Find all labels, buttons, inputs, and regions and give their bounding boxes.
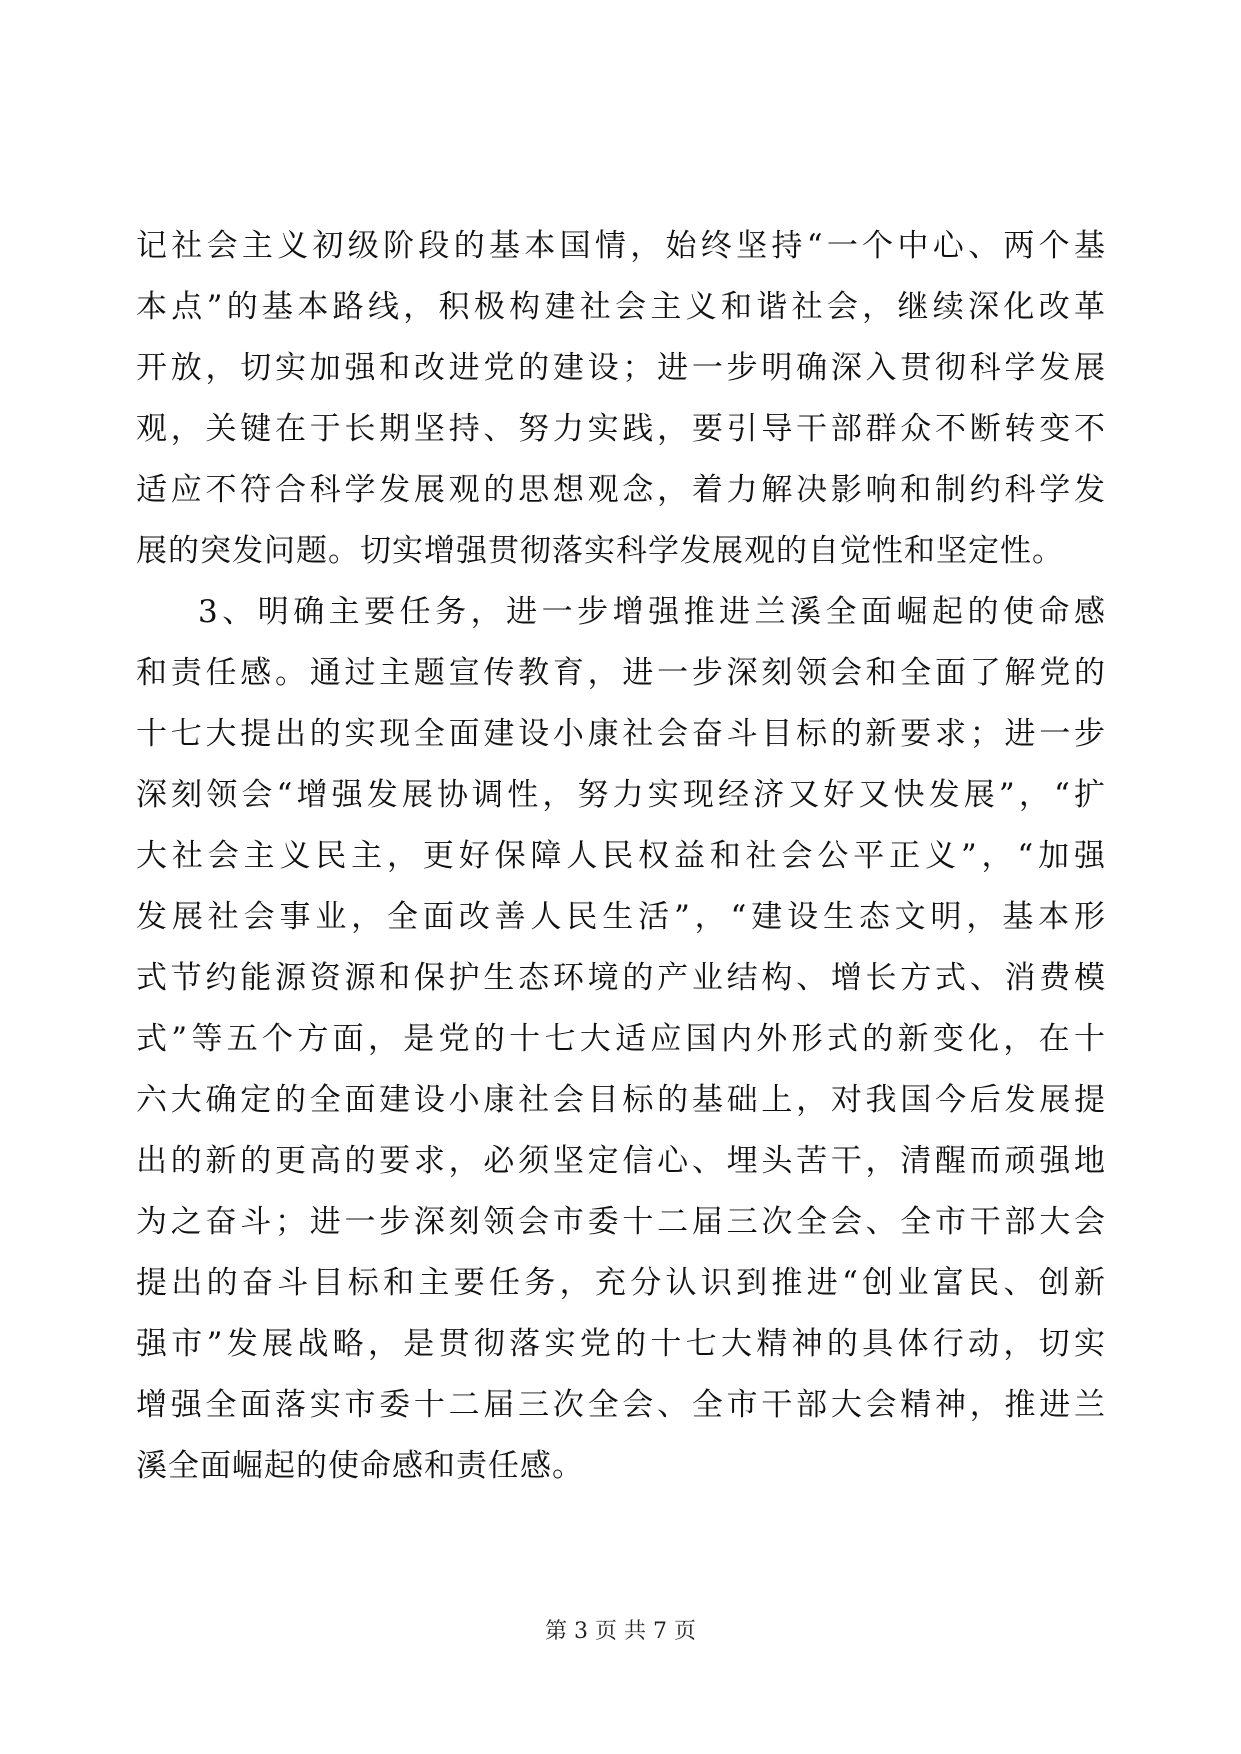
text-line: 观，关键在于长期坚持、努力实践，要引导干部群众不断转变不 xyxy=(136,411,1106,447)
text-line: 记社会主义初级阶段的基本国情，始终坚持“一个中心、两个基 xyxy=(136,228,1106,264)
text-line: 开放，切实加强和改进党的建设；进一步明确深入贯彻科学发展 xyxy=(136,350,1106,386)
text-line: 本点”的基本路线，积极构建社会主义和谐社会，继续深化改革 xyxy=(136,289,1106,325)
text-line: 溪全面崛起的使命感和责任感。 xyxy=(136,1448,584,1484)
text-line: 强市”发展战略，是贯彻落实党的十七大精神的具体行动，切实 xyxy=(136,1326,1106,1362)
text-line: 增强全面落实市委十二届三次全会、全市干部大会精神，推进兰 xyxy=(136,1387,1106,1423)
text-line: 提出的奋斗目标和主要任务，充分认识到推进“创业富民、创新 xyxy=(136,1265,1106,1301)
text-line: 深刻领会“增强发展协调性，努力实现经济又好又快发展”，“扩 xyxy=(136,777,1106,813)
text-line: 十七大提出的实现全面建设小康社会奋斗目标的新要求；进一步 xyxy=(136,716,1106,752)
text-line: 式”等五个方面，是党的十七大适应国内外形式的新变化，在十 xyxy=(136,1021,1106,1057)
text-line: 发展社会事业，全面改善人民生活”，“建设生态文明，基本形 xyxy=(136,899,1106,935)
paragraph-heading-line: 3、明确主要任务，进一步增强推进兰溪全面崛起的使命感 xyxy=(198,594,1106,630)
text-line: 出的新的更高的要求，必须坚定信心、埋头苦干，清醒而顽强地 xyxy=(136,1143,1106,1179)
page-footer: 第 3 页 共 7 页 xyxy=(545,1619,696,1644)
text-line: 大社会主义民主，更好保障人民权益和社会公平正义”，“加强 xyxy=(136,838,1106,874)
document-body xyxy=(136,216,1106,1497)
text-line: 适应不符合科学发展观的思想观念，着力解决影响和制约科学发 xyxy=(136,472,1106,508)
text-line: 为之奋斗；进一步深刻领会市委十二届三次全会、全市干部大会 xyxy=(136,1204,1106,1240)
text-line: 六大确定的全面建设小康社会目标的基础上，对我国今后发展提 xyxy=(136,1082,1106,1118)
text-line: 和责任感。通过主题宣传教育，进一步深刻领会和全面了解党的 xyxy=(136,655,1106,691)
text-line: 展的突发问题。切实增强贯彻落实科学发展观的自觉性和坚定性。 xyxy=(136,533,1064,569)
text-line: 式节约能源资源和保护生态环境的产业结构、增长方式、消费模 xyxy=(136,960,1106,996)
